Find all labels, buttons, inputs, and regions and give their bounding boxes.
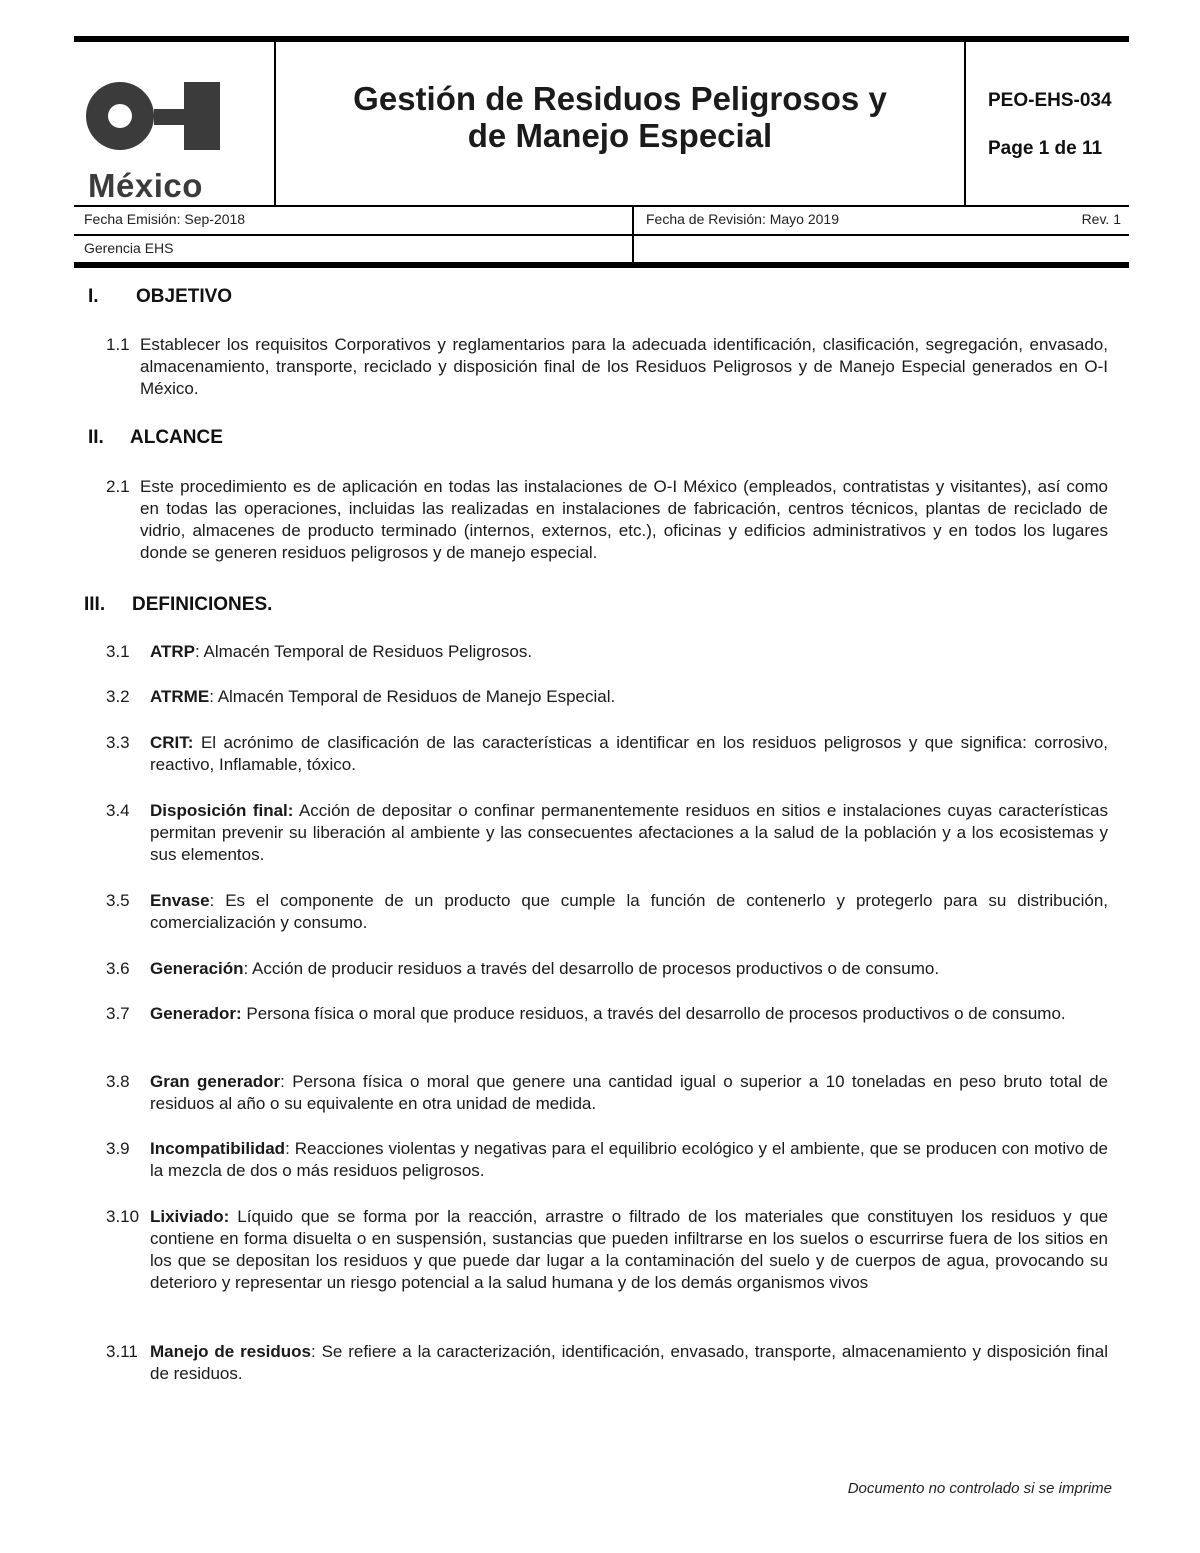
section-label: ALCANCE [130,427,223,448]
definition-text: Persona física o moral que produce residuos, a través del desarrollo de procesos productivos o de consumo. [241,1004,1066,1023]
definition-text: Líquido que se forma por la reacción, arrastre o filtrado de los materiales que constituyen los residuos y que contiene en forma disuelta o en suspensión, sustancias que pueden infiltrarse en los suelos o escurrirse fuera de los sitios en los que se depositan los residuos y que puede dar lugar a la contaminación del suelo y de cuerpos de agua, provocando su deterioro y representar un riesgo potencial a la salud humana y de los demás organismos vivos [150,1207,1108,1292]
section-heading-definiciones [84,594,273,616]
item-number: 3.3 [106,733,130,752]
section-label: OBJETIVO [136,286,233,307]
item-number: 3.4 [106,801,130,820]
definition-text: : Es el componente de un producto que cumple la función de contenerlo y protegerlo para su distribución, comercialización y consumo. [150,891,1108,932]
uncontrolled-document-note: Documento no controlado si se imprime [847,1480,1112,1497]
definition-term: Lixiviado: [150,1207,230,1226]
item-number: 2.1 [106,477,130,496]
definition-text: : Almacén Temporal de Residuos de Manejo Especial. [209,687,616,706]
definition-lixiviado [150,1206,1108,1294]
item-number: 3.1 [106,642,130,661]
definition-atrp [150,641,1108,663]
definition-text: : Almacén Temporal de Residuos Peligrosos. [195,642,533,661]
definition-term: Envase [150,891,210,910]
definition-incompatibilidad [150,1138,1108,1182]
definition-disposicion-final [150,800,1108,866]
logo-country-text: México [88,167,203,204]
paragraph-alcance: Este procedimiento es de aplicación en todas las instalaciones de O-I México (empleados, contratistas y visitantes), así como en todas las operaciones, incluidas las realizadas en instalaciones de fabricación, centros técnicos, plantas de reciclado de vidrio, almacenes de producto terminado (internos, externos, etc.), oficinas y edificios administrativos y en todos los lugares donde se generen residuos peligrosos y de manejo especial. [140,477,1108,562]
title-cell [276,42,966,205]
definition-envase [150,890,1108,934]
definition-text: El acrónimo de clasificación de las características a identificar en los residuos peligrosos y que significa: corrosivo, reactivo, Inflamable, tóxico. [150,733,1108,774]
definition-term: ATRP [150,642,196,661]
revision-date: Fecha de Revisión: Mayo 2019 [646,211,839,227]
document-header [74,36,1129,268]
item-number: 3.5 [106,891,130,910]
header-department-row [74,234,1129,268]
definition-manejo-de-residuos [150,1341,1108,1385]
definition-atrme [150,686,1108,708]
definition-generacion [150,958,1108,980]
paragraph-objetivo: Establecer los requisitos Corporativos y reglamentarios para la adecuada identificación, clasificación, segregación, envasado, almacenamiento, transporte, reciclado y disposición final de los Residuos Peligrosos y de Manejo Especial generados en O-I México. [140,335,1108,398]
section-number: II. [88,427,104,448]
item-number: 3.8 [106,1072,130,1091]
definition-text: : Se refiere a la caracterización, identificación, envasado, transporte, almacenamiento y disposición final de residuos. [150,1342,1108,1383]
definition-term: Gran generador [150,1072,281,1091]
item-number: 3.9 [106,1139,130,1158]
definition-generador [150,1003,1108,1025]
revision-cell [634,207,1129,234]
section-number: I. [88,286,99,307]
logo-cell [74,42,276,205]
header-dates-row [74,205,1129,234]
definition-text: Acción de depositar o confinar permanentemente residuos en sitios e instalaciones cuyas características permitan prevenir su liberación al ambiente y las consecuentes afectaciones a la salud de la población y a los ecosistemas y sus elementos. [150,801,1108,864]
section-label: DEFINICIONES. [132,594,273,615]
title-line-1: Gestión de Residuos Peligrosos y [353,79,887,117]
revision-number: Rev. 1 [1081,211,1121,227]
definition-crit [150,732,1108,776]
definition-term: Manejo de residuos [150,1342,311,1361]
item-number: 3.7 [106,1004,130,1023]
definition-text: : Acción de producir residuos a través del desarrollo de procesos productivos o de consumo. [243,959,940,978]
section-heading-objetivo [88,286,233,308]
definition-term: Generación [150,959,244,978]
definition-text: : Reacciones violentas y negativas para el equilibrio ecológico y el ambiente, que se producen con motivo de la mezcla de dos o más residuos peligrosos. [150,1139,1108,1180]
oi-logo-icon [84,66,224,166]
department: Gerencia EHS [74,236,634,262]
document-code: PEO-EHS-034 [988,90,1112,111]
title-line-2: de Manejo Especial [467,116,773,154]
definition-term: Disposición final: [150,801,294,820]
item-number: 3.11 [106,1342,138,1361]
definition-gran-generador [150,1071,1108,1115]
issue-date: Fecha Emisión: Sep-2018 [74,207,634,234]
section-heading-alcance [88,427,223,449]
definition-term: Incompatibilidad [150,1139,286,1158]
document-title [353,80,887,154]
item-number: 1.1 [106,335,130,354]
section-number: III. [84,594,106,615]
definition-term: Generador: [150,1004,242,1023]
item-number: 3.6 [106,959,130,978]
item-number: 3.10 [106,1207,140,1226]
item-number: 3.2 [106,687,130,706]
definition-term: ATRME [150,687,210,706]
empty-cell [634,236,1129,262]
definition-term: CRIT: [150,733,194,752]
code-cell [966,42,1129,205]
page-indicator: Page 1 de 11 [988,138,1103,159]
definition-text: : Persona física o moral que genere una cantidad igual o superior a 10 toneladas en peso bruto total de residuos al año o su equivalente en otra unidad de medida. [150,1072,1108,1113]
